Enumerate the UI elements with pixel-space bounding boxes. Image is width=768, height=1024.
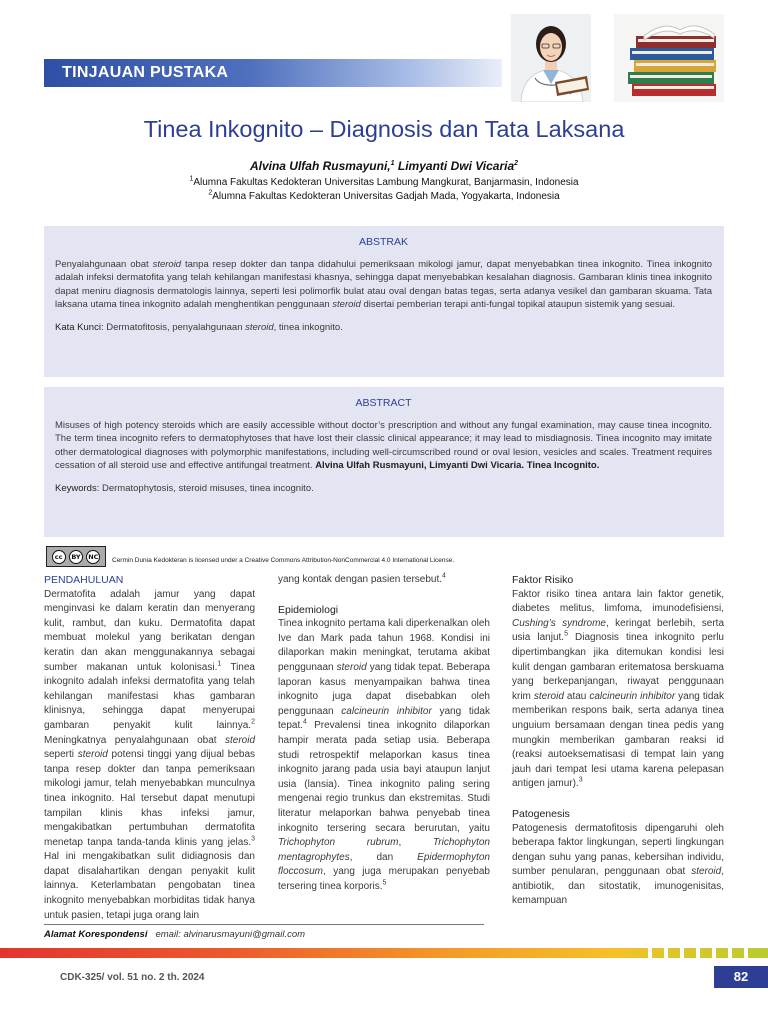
- c2-g: , dan: [349, 851, 418, 863]
- author-1: Alvina Ulfah Rusmayuni,: [249, 159, 391, 173]
- affiliation-1: [0, 177, 768, 188]
- c3-d: atau: [563, 690, 590, 702]
- abstrak-em-1: steroid: [152, 259, 182, 270]
- abstrak-text-3: disertai pemberian terapi anti-fungal topikal ataupun sistemik yang sesuai.: [360, 298, 676, 310]
- c2-f: ,: [398, 837, 433, 849]
- abstract-citation: Alvina Ulfah Rusmayuni, Limyanti Dwi Vicaria. Tinea Incognito.: [315, 459, 600, 471]
- c2-b-em: steroid: [336, 661, 367, 673]
- c2-a: yang kontak dengan pasien tersebut.: [278, 574, 443, 585]
- abstrak-box: [44, 226, 724, 377]
- abstrak-kw-label: Kata Kunci:: [55, 322, 104, 334]
- faktor-risiko-paragraph: [512, 588, 724, 792]
- epidemiologi-paragraph: [278, 617, 490, 894]
- author-1-sup: 1: [390, 160, 395, 167]
- c3-b-sup: 5: [564, 631, 568, 639]
- abstrak-text-1: Penyalahgunaan obat: [55, 259, 153, 270]
- c3-c: Diagnosis tinea inkognito perlu dipertimbangkan jika ditemukan kondisi lesi kulit dengan gambaran eritematosa berskuama yang berkepanjangan, riwayat penggunaan krim: [512, 632, 724, 702]
- c1-c-em: steroid: [224, 734, 255, 746]
- abstract-keywords: [55, 482, 712, 495]
- c1-a: Dermatofita adalah jamur yang dapat menginvasi ke dalam keratin dan menyerang kulit, rambut, dan kuku. Dermatofita dapat membuat molekul yang berikatan dengan keratin dan akan menggunakannya sebagai sumber makanan untuk kolonisasi.: [44, 588, 255, 673]
- affiliation-2-sup: 2: [208, 189, 213, 197]
- heading-epidemiologi: Epidemiologi: [278, 603, 339, 616]
- correspondence: [44, 924, 484, 940]
- c2-continuation: [278, 573, 490, 588]
- abstrak-heading: ABSTRAK: [358, 236, 408, 248]
- nc-icon: NC: [86, 550, 100, 564]
- abstrak-kw-1: Dermatofitosis, penyalahgunaan: [103, 322, 246, 334]
- affiliation-2: [0, 191, 768, 202]
- c1-d-em: steroid: [77, 749, 108, 761]
- stripe-gap: [680, 948, 684, 958]
- correspondence-label: Alamat Korespondensi: [44, 929, 148, 940]
- c2-h-sup: 5: [382, 879, 387, 887]
- pendahuluan-paragraph: [44, 588, 255, 924]
- heading-patogenesis: Patogenesis: [512, 807, 570, 820]
- c1-b-sup: 2: [251, 718, 255, 726]
- article-title: Tinea Inkognito – Diagnosis dan Tata Laksana: [143, 116, 625, 142]
- cc-license-badge[interactable]: [46, 546, 106, 567]
- abstrak-em-2: steroid: [332, 298, 361, 310]
- c1-d: seperti: [44, 749, 78, 761]
- abstract-box: [44, 387, 724, 537]
- column-1: [44, 573, 255, 923]
- abstract-kw-text: Dermatophytosis, steroid misuses, tinea incognito.: [99, 483, 314, 495]
- c1-f: Hal ini mengakibatkan sulit didiagnosis dan dapat disalahartikan dengan penyakit kulit lainnya. Keterlambatan pengobatan tinea inkognito menyebabkan morbiditas tidak hanya untuk pasien, tetapi juga orang lain: [44, 851, 255, 921]
- by-icon: BY: [69, 550, 83, 564]
- abstract-heading: ABSTRACT: [355, 397, 412, 409]
- abstract-text: [55, 419, 712, 472]
- abstrak-text: [55, 258, 712, 311]
- c3-a: Faktor risiko tinea antara lain faktor genetik, diabetes melitus, limfoma, imunodefisiensi,: [512, 588, 724, 615]
- c3-f-em: steroid: [691, 866, 722, 878]
- stripe-gap: [712, 948, 716, 958]
- c2-f-em: Trichophyton mentagrophytes: [278, 837, 490, 863]
- c2-b: Tinea inkognito pertama kali diperkenalkan oleh Ive dan Mark pada tahun 1968. Kondisi ini dilaporkan makin meningkat, terutama akibat penggunaan: [278, 618, 490, 673]
- heading-pendahuluan: PENDAHULUAN: [44, 574, 124, 586]
- correspondence-email[interactable]: email: alvinarusmayuni@gmail.com: [155, 929, 306, 940]
- c2-e: Prevalensi tinea inkognito dilaporkan hampir merata pada setiap usia. Beberapa studi retrospektif melaporkan kasus tinea inkognito jarang pada usia bayi ataupun lanjut usia (lansia). Tinea inkognito paling sering mengenai regio trunkus dan ekstremitas. Studi literatur melaporkan bahwa penyebab tinea inkognito tersering secara berurutan, yaitu: [278, 720, 490, 834]
- books-stack-photo: [614, 14, 724, 102]
- c1-e: potensi tinggi yang dijual bebas tanpa resep dokter dan tanpa pemeriksaan mikologi jamur, telah menyebabkan munculnya tinea inkognito. Hal tersebut dapat menutupi tampilan klinis khas infeksi jamur, mengakibatkan pertumbuhan dermatofita menetap tanpa tanda-tanda klinis yang jelas.: [44, 749, 256, 848]
- stripe-gap: [696, 948, 700, 958]
- c2-c: yang tidak tepat. Beberapa laporan kasus menyampaikan bahwa tinea inkognito juga dapat disebabkan oleh penggunaan: [278, 661, 490, 717]
- c3-e: yang tidak memberikan respons baik, serta adanya tinea unguium bersamaan dengan tinea pedis yang mungkin memberikan gambaran reaksi id (reaksi autoeksematisasi di tempat lain yang jauh dari tempat lesi utama karena pelepasan antigen jamur).: [512, 690, 724, 790]
- c3-g: , antibiotik, dan sitostatik, imunogenisitas, kemampuan: [512, 866, 724, 907]
- c1-b: Tinea inkognito adalah infeksi dermatofita yang telah kehilangan manifestasi khas gambaran klinisnya, sehingga dapat menyerupai gambaran penyakit kulit lainnya.: [44, 661, 255, 731]
- c2-c-em: calcineurin inhibitor: [341, 705, 432, 717]
- column-3: [512, 573, 724, 909]
- c2-d: yang tidak tepat.: [278, 705, 490, 732]
- affiliation-1-sup: 1: [189, 175, 194, 183]
- section-label: TINJAUAN PUSTAKA: [62, 64, 229, 81]
- author-2: Limyanti Dwi Vicaria: [397, 159, 515, 173]
- stripe-gap: [728, 948, 732, 958]
- c3-d-em: calcineurin inhibitor: [589, 690, 676, 702]
- c2-d-sup: 4: [303, 719, 307, 727]
- author-2-sup: 2: [514, 160, 519, 167]
- abstract-kw-label: Keywords:: [55, 483, 100, 495]
- abstrak-keywords: [55, 321, 712, 334]
- c2-a-sup: 4: [442, 572, 446, 580]
- column-2: [278, 573, 490, 894]
- c1-c: Meningkatnya penyalahgunaan obat: [44, 734, 225, 746]
- affiliation-1-text: Alumna Fakultas Kedokteran Universitas Lambung Mangkurat, Banjarmasin, Indonesia: [193, 177, 579, 188]
- c2-h: , yang juga merupakan penyebab tersering tinea korporis.: [278, 866, 490, 892]
- c3-b: , keringat berlebih, serta usia lanjut.: [512, 617, 725, 644]
- authors: [0, 159, 768, 173]
- cc-icon: cc: [52, 550, 66, 564]
- stripe-gap: [664, 948, 668, 958]
- c2-g-em: Epidermophyton floccosum: [278, 851, 490, 878]
- c1-e-sup: 3: [251, 835, 255, 843]
- abstrak-kw-em: steroid: [245, 322, 274, 334]
- c1-a-sup: 1: [217, 660, 222, 668]
- doctor-reading-photo: [511, 14, 591, 102]
- heading-faktor-risiko: Faktor Risiko: [512, 574, 574, 586]
- stripe-gap: [648, 948, 652, 958]
- page-number: 82: [714, 966, 768, 988]
- license-text: Cermin Dunia Kedokteran is licensed under a Creative Commons Attribution-NonCommercial 4.0 International License.: [112, 557, 455, 564]
- journal-reference: CDK-325/ vol. 51 no. 2 th. 2024: [60, 972, 205, 983]
- color-stripe: [0, 948, 768, 958]
- stripe-gap: [744, 948, 748, 958]
- abstract-text-body: Misuses of high potency steroids which are easily accessible without doctor’s prescription and without any fungal examination, may cause tinea incognito. The term tinea incognito refers to dermatophytoses that have lost their classic clinical appearance; it may lead to misdiagnosis. Tinea incognito may imitate other dermatological diagnoses with polymorphic manifestations, including well-circumscribed round or oval lesion, vesicles and scales. Treatment requires cessation of all steroid use and effective antifungal treatment.: [55, 420, 712, 471]
- c3-a-em: Cushing’s syndrome: [512, 617, 606, 629]
- abstrak-text-2: tanpa resep dokter dan tanpa didahului pemeriksaan mikologi jamur, dapat menyebabkan tinea inkognito. Tinea inkognito adalah infeksi dermatofita yang telah kehilangan manifestasi khasnya, sehingga dapat menyebabkan kesalahan diagnosis. Gambaran klinis tinea inkognito dapat meniru diagnosis dermatologis lainnya, seperti lesi polimorfik bulat atau oval dengan batas tegas, serta adanya vesikel dan gambaran skuama. Tata laksana utama tinea inkognito adalah menghentikan penggunaan: [55, 259, 713, 310]
- affiliation-2-text: Alumna Fakultas Kedokteran Universitas Gadjah Mada, Yogyakarta, Indonesia: [212, 191, 560, 202]
- c3-c-em: steroid: [533, 690, 564, 702]
- abstrak-kw-2: , tinea inkognito.: [273, 322, 343, 334]
- c3-e-sup: 3: [578, 776, 583, 784]
- c2-e-em: Trichophyton rubrum: [278, 837, 399, 849]
- patogenesis-paragraph: [512, 822, 724, 910]
- c3-f: Patogenesis dermatofitosis dipengaruhi oleh beberapa faktor lingkungan, seperti lingkungan dengan suhu yang panas, kebersihan individu, sumber penularan, penggunaan obat: [512, 822, 724, 878]
